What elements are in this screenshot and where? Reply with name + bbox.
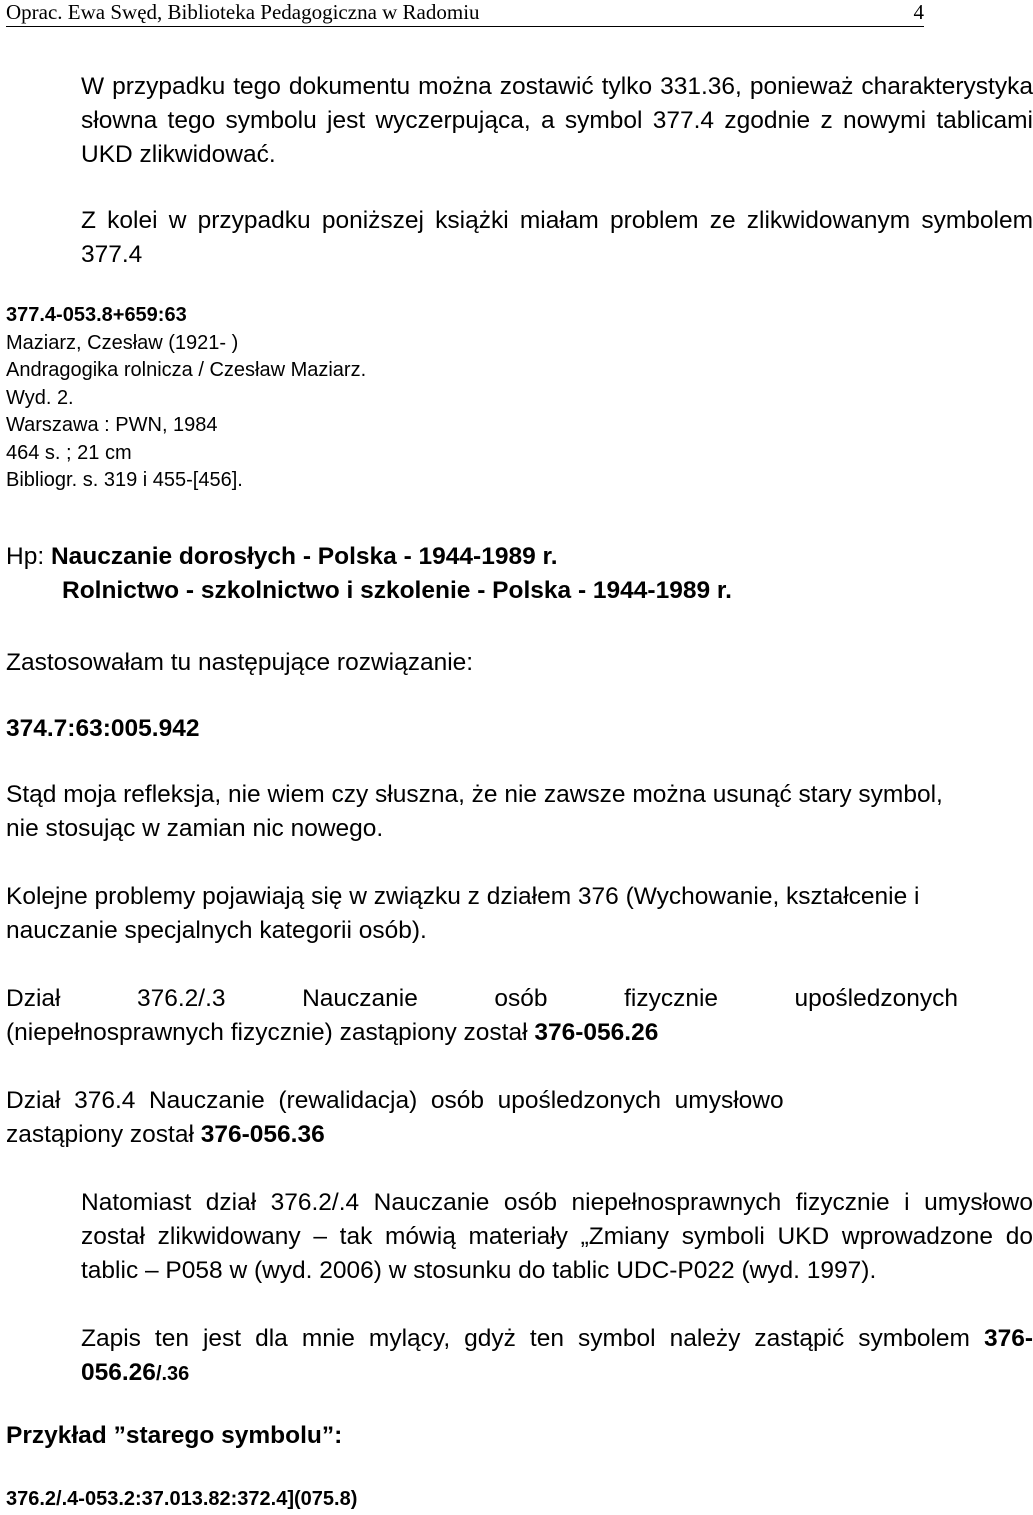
- paragraph-reflection: [6, 778, 958, 846]
- paragraph-problems: [6, 880, 958, 948]
- new-symbol-suffix: /.36: [155, 1363, 190, 1385]
- paragraph-zapis: [6, 1322, 1033, 1391]
- dzial-new-symbol: 376-056.26: [534, 1019, 659, 1046]
- paragraph-text: Kolejne problemy pojawiają się w związku z działem 376 (Wychowanie, kształcenie i nauczanie specjalnych kategorii osób).: [6, 883, 920, 944]
- paragraph-text: W przypadku tego dokumentu można zostawić tylko 331.36, ponieważ charakterystyka słowna tego symbolu jest wyczerpująca, a symbol 377.4 zgodnie z nowymi tablicami UKD zlikwidować.: [81, 73, 1033, 168]
- record-line: 464 s. ; 21 cm: [6, 441, 132, 464]
- word: Dział: [6, 985, 61, 1012]
- subject-headings: [6, 540, 732, 608]
- dzial-text: Dział 376.4 Nauczanie (rewalidacja) osób upośledzonych umysłowo: [6, 1087, 784, 1114]
- paragraph-text: Zapis ten jest dla mnie mylący, gdyż ten symbol należy zastąpić symbolem: [81, 1325, 984, 1352]
- word: fizycznie: [624, 985, 719, 1012]
- dzial-text: (niepełnosprawnych fizycznie) zastąpiony został: [6, 1019, 535, 1046]
- record-line: Wyd. 2.: [6, 386, 74, 409]
- record-line: Maziarz, Czesław (1921- ): [6, 331, 239, 354]
- dzial-376-4: [6, 1084, 958, 1152]
- word: Nauczanie: [302, 985, 418, 1012]
- example-symbol: 376.2/.4-053.2:37.013.82:372.4](075.8): [6, 1488, 358, 1510]
- record-symbol: 377.4-053.8+659:63: [6, 304, 187, 326]
- subject-prefix: Hp:: [6, 543, 51, 570]
- dzial-text: zastąpiony został: [6, 1121, 201, 1148]
- dzial-376-2-3: [6, 982, 958, 1050]
- record-line: Bibliogr. s. 319 i 455-[456].: [6, 469, 243, 491]
- paragraph-book-problem: [6, 204, 1033, 272]
- subject-heading: Rolnictwo - szkolnictwo i szkolenie - Polska - 1944-1989 r.: [62, 577, 732, 604]
- solution-intro: Zastosowałam tu następujące rozwiązanie:: [6, 649, 474, 676]
- header-title: Oprac. Ewa Swęd, Biblioteka Pedagogiczna w Radomiu: [6, 0, 480, 24]
- paragraph-text: Natomiast dział 376.2/.4 Nauczanie osób niepełnosprawnych fizycznie i umysłowo został zlikwidowany – tak mówią materiały „Zmiany symboli UKD wprowadzone do tablic – P058 w (wyd. 2006) w stosunku do tablic UDC-P022 (wyd. 1997).: [81, 1189, 1033, 1284]
- word: 376.2/.3: [137, 985, 226, 1012]
- paragraph-document-decision: [6, 70, 1033, 172]
- subject-heading: Nauczanie dorosłych - Polska - 1944-1989 r.: [50, 543, 558, 570]
- record-line: Andragogika rolnicza / Czesław Maziarz.: [6, 359, 367, 381]
- solution-symbol: 374.7:63:005.942: [6, 715, 200, 742]
- catalog-record: [6, 302, 366, 495]
- record-line: Warszawa : PWN, 1984: [6, 414, 218, 436]
- paragraph-text: Stąd moja refleksja, nie wiem czy słuszna, że nie zawsze można usunąć stary symbol, nie stosując w zamian nic nowego.: [6, 781, 943, 842]
- page-header: [6, 0, 924, 27]
- word: osób: [494, 985, 548, 1012]
- new-symbol: 376-056.26: [81, 1325, 1033, 1386]
- page-number: 4: [913, 0, 924, 24]
- dzial-new-symbol: 376-056.36: [200, 1121, 325, 1148]
- example-heading: Przykład ”starego symbolu”:: [6, 1422, 343, 1449]
- word: upośledzonych: [794, 985, 958, 1012]
- paragraph-natomiast: [6, 1186, 1033, 1288]
- paragraph-text: Z kolei w przypadku poniższej książki miałam problem ze zlikwidowanym symbolem 377.4: [81, 207, 1033, 268]
